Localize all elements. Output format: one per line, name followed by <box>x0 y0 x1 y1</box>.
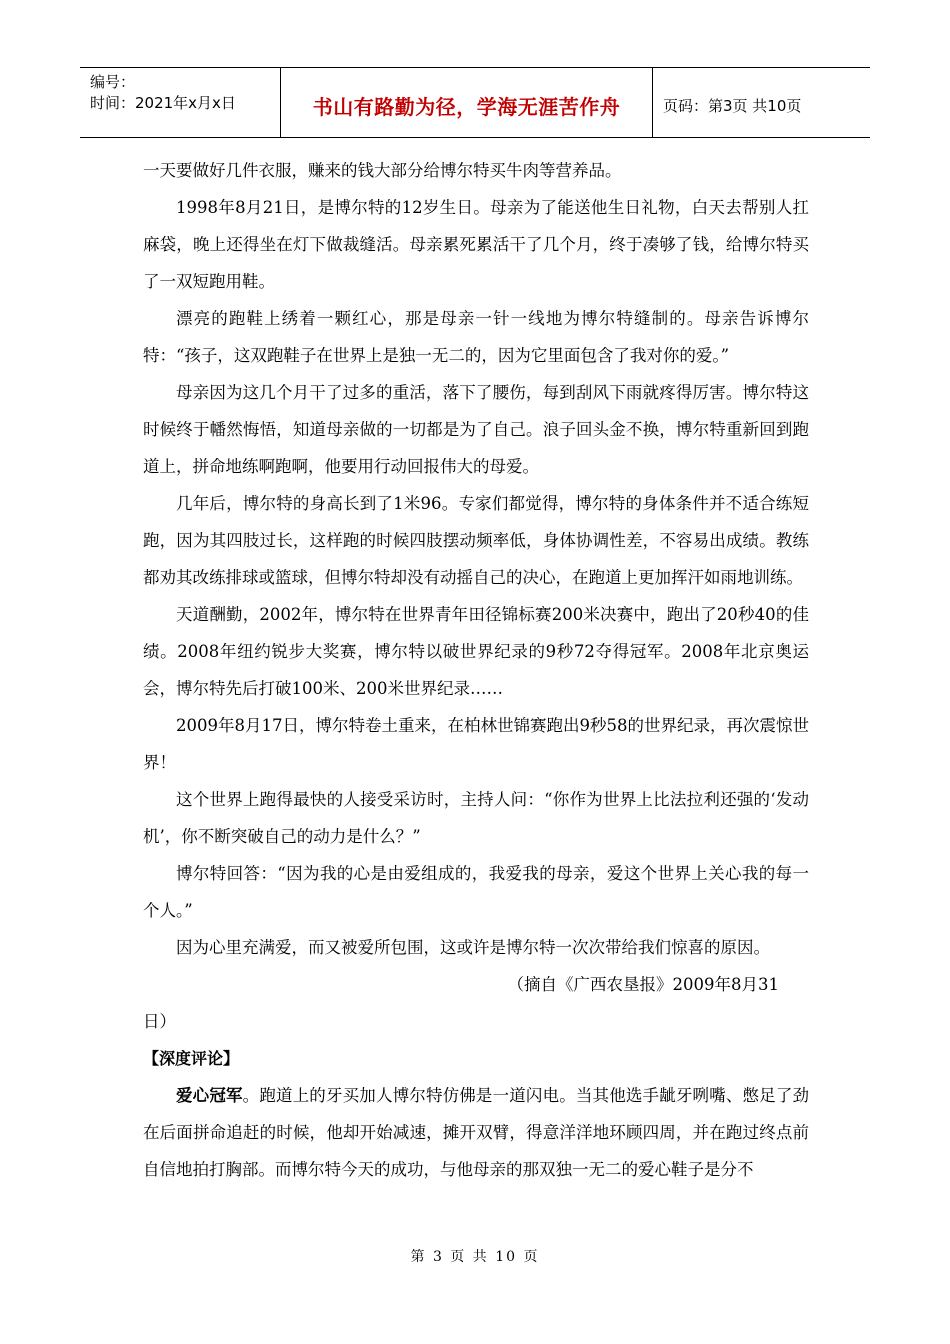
review-lead: 爱心冠军 <box>176 1086 243 1105</box>
review-text: 。跑道上的牙买加人博尔特仿佛是一道闪电。当其他选手龇牙咧嘴、憋足了劲在后面拼命追赶的时候，他却开始减速，摊开双臂，得意洋洋地环顾四周，并在跑过终点前自信地拍打胸部。而博尔特今天的成功，与他母亲的那双独一无二的爱心鞋子是分不 <box>143 1086 810 1179</box>
review-paragraph <box>143 1077 809 1188</box>
article-body <box>143 152 809 1188</box>
paragraph: 几年后，博尔特的身高长到了1米96。专家们都觉得，博尔特的身体条件并不适合练短跑，因为其四肢过长，这样跑的时候四肢摆动频率低，身体协调性差，不容易出成绩。教练都劝其改练排球或篮球，但博尔特却没有动摇自己的决心，在跑道上更加挥汗如雨地训练。 <box>143 494 809 587</box>
header-page-info: 页码：第3页 共10页 <box>663 97 802 115</box>
header-motto: 书山有路勤为径，学海无涯苦作舟 <box>312 95 621 119</box>
header-meta <box>80 68 281 137</box>
paragraph: 因为心里充满爱，而又被爱所包围，这或许是博尔特一次次带给我们惊喜的原因。 <box>176 938 770 957</box>
paragraph: 天道酬勤，2002年，博尔特在世界青年田径锦标赛200米决赛中，跑出了20秒40的佳绩。2008年纽约锐步大奖赛，博尔特以破世界纪录的9秒72夺得冠军。2008年北京奥运会，博尔特先后打破100米、200米世界纪录…… <box>143 605 809 698</box>
date-label: 时间：2021年x月x日 <box>90 94 236 112</box>
page-footer: 第 3 页 共 10 页 <box>410 1249 540 1265</box>
serial-label: 编号： <box>90 73 136 91</box>
paragraph-continued: 一天要做好几件衣服，赚来的钱大部分给博尔特买牛肉等营养品。 <box>143 161 622 180</box>
paragraph: 这个世界上跑得最快的人接受采访时，主持人问：“你作为世界上比法拉利还强的‘发动机’，你不断突破自己的动力是什么？” <box>143 790 809 846</box>
paragraph: 1998年8月21日，是博尔特的12岁生日。母亲为了能送他生日礼物，白天去帮别人扛麻袋，晚上还得坐在灯下做裁缝活。母亲累死累活干了几个月，终于凑够了钱，给博尔特买了一双短跑用鞋。 <box>143 198 809 291</box>
header-page-info-cell <box>653 68 870 137</box>
paragraph: 漂亮的跑鞋上绣着一颗红心，那是母亲一针一线地为博尔特缝制的。母亲告诉博尔特：“孩子，这双跑鞋子在世界上是独一无二的，因为它里面包含了我对你的爱。” <box>143 309 809 365</box>
source-citation-end: 日） <box>143 1012 176 1031</box>
paragraph: 博尔特回答：“因为我的心是由爱组成的，我爱我的母亲，爱这个世界上关心我的每一个人。” <box>143 864 809 920</box>
section-heading: 【深度评论】 <box>143 1049 240 1068</box>
header-motto-cell <box>281 68 653 137</box>
page-header <box>80 67 870 138</box>
paragraph: 2009年8月17日，博尔特卷土重来，在柏林世锦赛跑出9秒58的世界纪录，再次震惊世界！ <box>143 716 809 772</box>
paragraph: 母亲因为这几个月干了过多的重活，落下了腰伤，每到刮风下雨就疼得厉害。博尔特这时候终于幡然悔悟，知道母亲做的一切都是为了自己。浪子回头金不换，博尔特重新回到跑道上，拼命地练啊跑啊，他要用行动回报伟大的母爱。 <box>143 383 809 476</box>
source-citation: （摘自《广西农垦报》2009年8月31 <box>507 975 779 994</box>
